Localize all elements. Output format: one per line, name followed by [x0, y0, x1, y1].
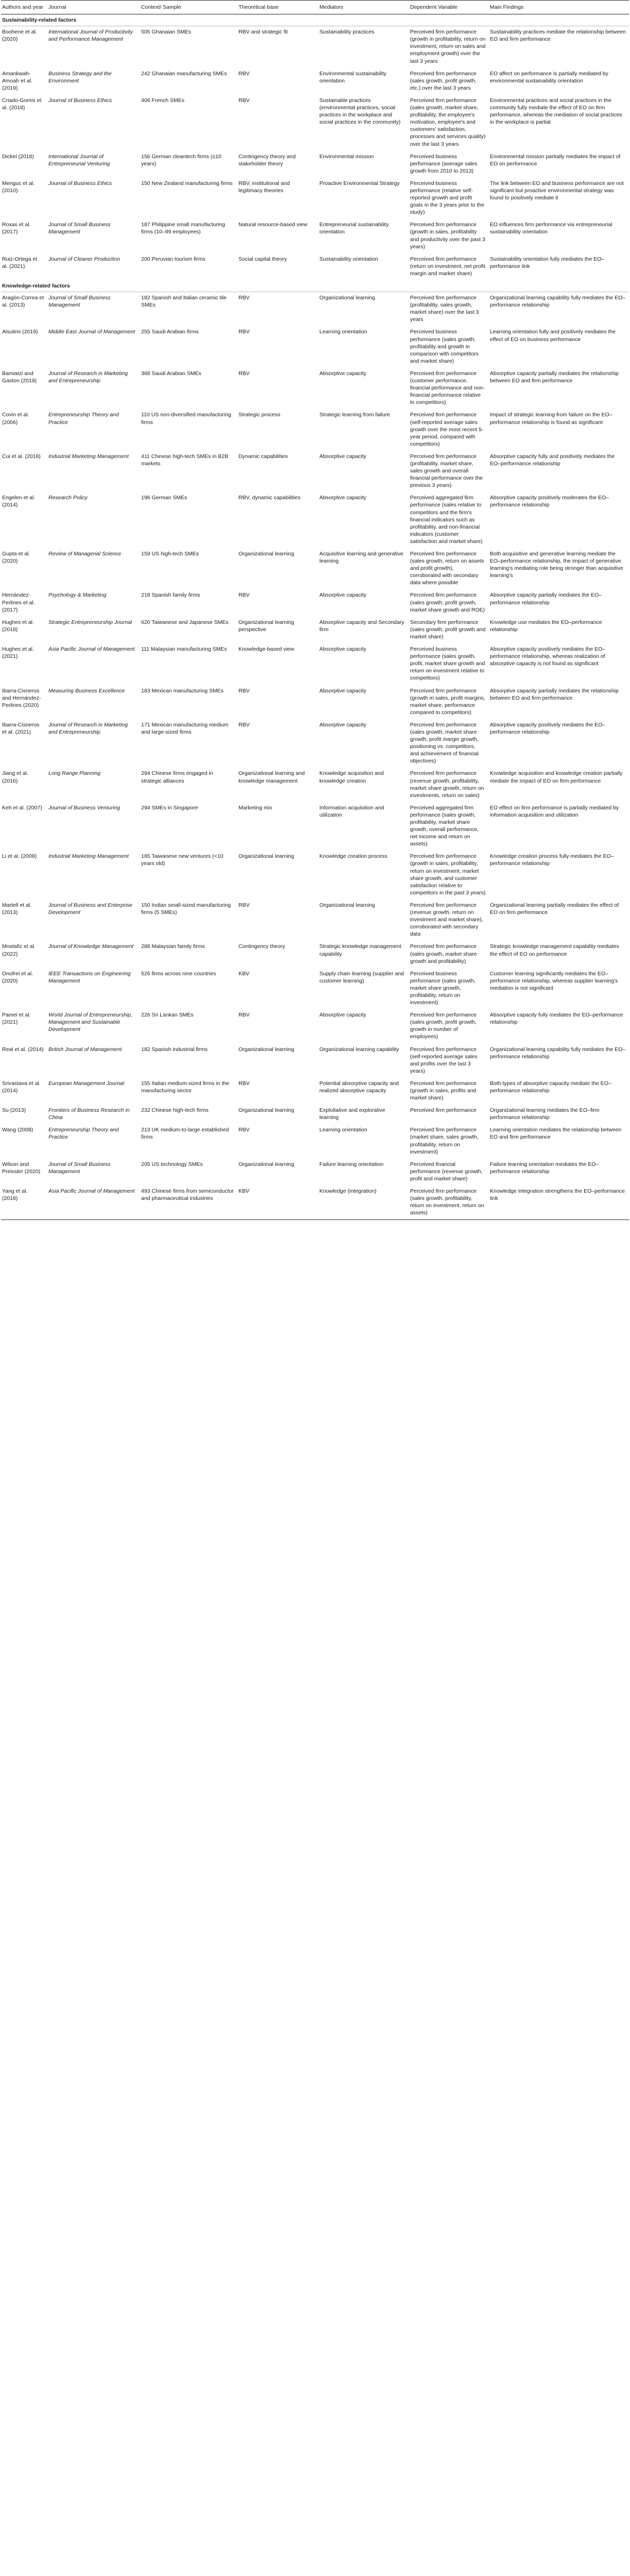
cell-dependent-variable: Perceived firm performance (sales growth, profitability, return on investment, return on assets) [409, 1185, 489, 1220]
cell-dependent-variable: Perceived firm performance (sales growth, market share growth, profit margin growth, positioning vs. competitors, and achievement of financial objectives) [410, 721, 479, 765]
cell-theoretical-base: RBV [239, 70, 250, 77]
table-row [1, 95, 629, 151]
cell-main-findings: Organizational learning capability fully mediates the EO–performance relationship [490, 295, 626, 309]
table-row [1, 451, 629, 492]
cell-theoretical-base: Organizational learning [239, 551, 294, 557]
cell-authors: Ruiz-Ortega et al. (2021) [2, 256, 38, 269]
cell-mediators: Learning orientation [319, 329, 367, 335]
cell-dependent-variable: Perceived aggregated firm performance (sales growth, profitability, market share growth, overall performance, net income and return on assets) [410, 804, 479, 848]
cell-mediators: Absorptive capacity [319, 495, 367, 501]
table-row [1, 617, 629, 643]
cell-dependent-variable: Perceived business performance (sales growth, profit, market share growth and return on investment relative to competitors) [410, 646, 485, 682]
cell-theoretical-base: RBV, institutional and legitimacy theories [239, 180, 290, 194]
cell-journal: Strategic Entrepreneurship Journal [48, 619, 132, 625]
cell-mediators: Absorptive capacity [319, 453, 367, 460]
header-row [1, 1, 629, 14]
cell-context-sample: 156 German cleantech firms (≤10 years) [141, 153, 222, 167]
cell-authors: Keh et al. (2007) [2, 804, 42, 811]
table-row [1, 802, 629, 851]
cell-journal: Journal of Research in Marketing and Entrepreneurship [48, 721, 128, 735]
cell-authors: Cui et al. (2018) [2, 453, 41, 460]
table-row [1, 292, 629, 327]
cell-main-findings: Sustainability practices mediate the relationship between EO and firm performance [490, 29, 626, 43]
cell-main-findings: Strategic knowledge management capability mediates the effect of EO on performance [490, 943, 619, 957]
section-title: Knowledge-related factors [1, 280, 629, 292]
cell-dependent-variable: Perceived firm performance (profitability, sales growth, market share) over the last 3 years [410, 295, 479, 323]
cell-authors: Hernández-Perlines et al. (2017) [2, 592, 35, 613]
cell-main-findings: Absorptive capacity positively moderates the EO–performance relationship [490, 495, 609, 509]
cell-main-findings: Organizational learning partially mediates the effect of EO on firm performance [490, 902, 619, 916]
cell-mediators: Learning orientation [319, 1127, 367, 1133]
cell-authors: Mostafiz et al. (2022) [2, 943, 36, 957]
cell-theoretical-base: Organizational learning perspective [239, 619, 294, 633]
cell-journal: Journal of Small Business Management [48, 222, 111, 235]
cell-dependent-variable: Perceived business performance (sales growth, profitability and growth in comparison with competitors and market share) [410, 329, 479, 364]
cell-journal: World Journal of Entrepreneurship, Management and Sustainable Development [48, 1012, 132, 1033]
table-row [1, 685, 629, 719]
cell-mediators: Environmental mission [319, 153, 374, 160]
table-row [1, 643, 629, 685]
cell-theoretical-base: KBV [237, 1185, 318, 1220]
cell-mediators: Strategic learning from failure [319, 412, 390, 418]
cell-main-findings: Sustainability orientation fully mediates the EO–performance link [490, 256, 605, 269]
table-row [1, 68, 629, 95]
table-row [1, 1078, 629, 1105]
cell-journal: Industrial Marketing Management [48, 453, 129, 460]
table-row [1, 326, 629, 367]
table-row [1, 851, 629, 900]
cell-dependent-variable: Perceived firm performance (sales growth, profit growth, market share growth and ROE) [410, 592, 485, 613]
cell-journal: Psychology & Marketing [48, 592, 107, 599]
cell-mediators: Knowledge creation process [319, 853, 387, 860]
cell-theoretical-base: RBV [239, 97, 250, 104]
cell-context-sample: 242 Ghanaian manufacturing SMEs [141, 70, 227, 77]
cell-journal: IEEE Transactions on Engineering Management [48, 970, 131, 984]
cell-context-sample: 526 firms across nine countries [141, 970, 216, 977]
cell-dependent-variable: Perceived firm performance (growth in sales, profitability and productivity over the past 3 years) [410, 222, 485, 250]
cell-journal: Journal of Business Venturing [48, 804, 121, 811]
cell-context-sample: 200 Peruvian tourism firms [141, 256, 206, 262]
cell-dependent-variable: Perceived firm performance (sales growth, return on assets and profit growth), corroborated with secondary data where possible [410, 551, 484, 586]
table-row [1, 1124, 629, 1158]
cell-authors: Onofrei et al. (2020) [2, 970, 33, 984]
cell-journal: Journal of Business Ethics [48, 97, 112, 104]
cell-authors: Alsulimi (2019) [2, 329, 38, 335]
cell-theoretical-base: Marketing mix [239, 804, 273, 811]
cell-mediators: Sustainable practices (environmental practices, social practices in the workplace and social practices in the community) [319, 97, 401, 126]
cell-authors: Engelen et al. (2014) [2, 495, 36, 509]
section-row [1, 280, 629, 292]
cell-context-sample: 196 German SMEs [141, 495, 188, 501]
cell-dependent-variable: Perceived firm performance (profitability, market share, sales growth and overall financial performance over the previous 3 years) [410, 453, 483, 489]
cell-authors: Bamiatzi and Gaston (2019) [2, 370, 37, 384]
cell-context-sample: 182 Spanish industrial firms [141, 1046, 208, 1053]
cell-mediators: Environmental sustainability orientation [319, 70, 387, 84]
cell-dependent-variable: Perceived firm performance (sales growth, profit growth, etc.) over the last 3 years [410, 70, 476, 91]
cell-mediators: Exploitative and explorative learning [319, 1107, 385, 1121]
cell-authors: Boohene et al. (2020) [2, 29, 37, 43]
cell-context-sample: 155 Italian medium-sized firms in the manufacturing sector [141, 1080, 229, 1094]
table-row [1, 1105, 629, 1124]
cell-mediators: Organizational learning [319, 902, 375, 908]
cell-context-sample: 226 Sri Lankan SMEs [141, 1012, 194, 1019]
cell-main-findings: The link between EO and business performance are not significant but proactive environmental strategy was found to positively mediate it [490, 180, 624, 201]
cell-context-sample: 232 Chinese high-tech firms [141, 1107, 209, 1114]
cell-context-sample: 165 Taiwanese new ventures (<10 years old) [141, 853, 224, 867]
table-row [1, 409, 629, 450]
cell-authors: Aragón-Correa et al. (2013) [2, 295, 44, 309]
cell-mediators: Organizational learning capability [319, 1046, 399, 1053]
cell-main-findings: Absorptive capacity fully and positively mediates the EO–performance relationship [490, 453, 615, 467]
cell-journal: Asia Pacific Journal of Management [48, 646, 135, 653]
cell-authors: Pamei et al. (2021) [2, 1012, 31, 1026]
cell-authors: Martell et al. (2013) [2, 902, 32, 916]
cell-main-findings: Failure learning orientation mediates the EO–performance relationship [490, 1161, 599, 1175]
cell-journal: Measuring Business Excellence [48, 687, 125, 694]
table-body [1, 14, 629, 1220]
cell-journal: Journal of Business Ethics [48, 180, 112, 187]
cell-authors: Criado-Gomis et al. (2018) [2, 97, 42, 111]
cell-context-sample: 150 Indian small-sized manufacturing firms (5 SMEs) [141, 902, 231, 916]
header-authors: Authors and year [1, 1, 47, 14]
cell-theoretical-base: Organizational learning [239, 853, 294, 860]
cell-context-sample: 205 US technology SMEs [141, 1161, 203, 1167]
cell-dependent-variable: Perceived firm performance (return on investment, net profit margin and market share) [410, 256, 485, 277]
cell-theoretical-base: RBV [239, 902, 250, 908]
cell-mediators: Potential absorptive capacity and realized absorptive capacity [319, 1080, 399, 1094]
cell-main-findings: Learning orientation fully and positively mediates the effect of EO on business performance [490, 329, 616, 343]
cell-dependent-variable: Perceived firm performance (growth in sales, profit margins, market share, performance compared to competitors) [410, 687, 485, 716]
cell-main-findings: Customer learning significantly mediates the EO–performance relationship, whereas supplier learning's mediation is not significant [490, 970, 618, 991]
cell-main-findings: Both types of absorptive capacity mediate the EO–performance relationship [490, 1080, 611, 1094]
cell-journal: Middle East Journal of Management [48, 329, 135, 335]
cell-journal: Journal of Cleaner Production [48, 256, 120, 262]
table-row [1, 1185, 629, 1220]
cell-context-sample: 110 US non-diversified manufacturing firms [141, 412, 231, 426]
cell-context-sample: 183 Mexican manufacturing SMEs [141, 687, 224, 694]
cell-dependent-variable: Perceived firm performance (sales growth, market share growth and profitability) [410, 943, 477, 964]
cell-authors: Su (2013) [2, 1107, 26, 1114]
cell-mediators: Entrepreneurial sustainability orientation [319, 222, 389, 235]
cell-theoretical-base: Contingency theory [239, 943, 285, 950]
header-theoretical-base: Theoretical base [237, 1, 318, 14]
cell-context-sample: 411 Chinese high-tech SMEs in B2B markets [141, 453, 229, 467]
cell-main-findings: Absorptive capacity partially mediates the EO–performance relationship [490, 592, 602, 606]
cell-authors: Gupta et al. (2020) [2, 551, 30, 565]
cell-dependent-variable: Perceived firm performance (growth in profitability, return on investment, return on sales and employment growth) over the last 3 years [410, 29, 486, 64]
cell-theoretical-base: RBV [239, 721, 250, 728]
cell-authors: Real et al. (2014) [2, 1046, 44, 1053]
cell-context-sample: 150 New Zealand manufacturing firms [141, 180, 233, 187]
cell-mediators: Failure learning orientation [319, 1161, 384, 1167]
header-main-findings: Main Findings [489, 1, 629, 14]
cell-theoretical-base: RBV [239, 295, 250, 301]
cell-main-findings: Environmental mission partially mediates the impact of EO on performance [490, 153, 621, 167]
cell-context-sample: 493 Chinese firms from semiconductor and pharmaceutical industries [140, 1185, 237, 1220]
cell-mediators: Absorptive capacity [319, 592, 367, 599]
cell-theoretical-base: Contingency theory and stakeholder theory [239, 153, 296, 167]
section-title: Sustainability-related factors [1, 14, 629, 26]
cell-theoretical-base: KBV [239, 970, 250, 977]
cell-mediators: Absorptive capacity [319, 646, 367, 653]
cell-main-findings: Absorptive capacity positively mediates the EO–performance relationship [490, 721, 606, 735]
cell-theoretical-base: RBV [239, 329, 250, 335]
cell-authors: Srivastava et al. (2014) [2, 1080, 41, 1094]
cell-journal: Research Policy [48, 495, 88, 501]
cell-main-findings: Impact of strategic learning from failure on the EO–performance relationship is found as significant [490, 412, 612, 426]
header-dependent-variable: Dependent Variable [409, 1, 489, 14]
cell-authors: Wilson and Preissler (2020) [2, 1161, 41, 1175]
cell-main-findings: Both acquisitive and generative learning mediate the EO–performance relationship, the impact of generative learning's mediating role being stronger than acquisitive learning's [490, 551, 623, 579]
cell-authors: Covin et al. (2006) [2, 412, 29, 426]
cell-journal: Entrepreneurship Theory and Practice [48, 412, 119, 426]
cell-authors: Roxas et al. (2017) [2, 222, 31, 235]
table-row [1, 1044, 629, 1078]
cell-main-findings: Learning orientation mediates the relationship between EO and firm performance [490, 1127, 622, 1141]
cell-theoretical-base: RBV, dynamic capabilities [239, 495, 301, 501]
table-row [1, 26, 629, 68]
cell-context-sample: 182 Spanish and Italian ceramic tile SMEs [141, 295, 227, 309]
cell-theoretical-base: Organizational learning [239, 1046, 294, 1053]
cell-mediators: Strategic knowledge management capability [319, 943, 401, 957]
cell-dependent-variable: Perceived firm performance (revenue growth, return on investment and market share), corroborated with secondary data [410, 902, 483, 938]
cell-context-sample: 213 UK medium-to-large established firms [141, 1127, 229, 1141]
cell-mediators: Sustainability orientation [319, 256, 378, 262]
cell-mediators: Absorptive capacity [319, 370, 367, 377]
cell-dependent-variable: Perceived business performance (relative self-reported growth and profit goals in the 3 years prior to the study) [410, 180, 485, 216]
cell-authors: Wang (2008) [2, 1127, 33, 1133]
cell-dependent-variable: Perceived firm performance (growth in sales, profitability, return on investment, market share growth, and customer satisfaction relative to competitors in the past 3 years) [410, 853, 486, 896]
cell-context-sample: 187 Philippine small manufacturing firms (10–99 employees) [141, 222, 225, 235]
header-context-sample: Context/ Sample [140, 1, 237, 14]
table-row [1, 941, 629, 968]
table-row [1, 178, 629, 219]
cell-main-findings: EO influences firm performance via entrepreneurial sustainability orientation [490, 222, 612, 235]
cell-context-sample: 171 Mexican manufacturing medium and large-sized firms [141, 721, 229, 735]
cell-theoretical-base: RBV [239, 1127, 250, 1133]
cell-main-findings: Absorptive capacity partially mediates the relationship between EO and firm performance [490, 687, 619, 701]
table-header [1, 1, 629, 14]
cell-theoretical-base: Social capital theory [239, 256, 287, 262]
cell-context-sample: 368 Saudi Arabian SMEs [141, 370, 201, 377]
cell-mediators: Acquisitive learning and generative learning [319, 551, 403, 565]
cell-dependent-variable: Perceived firm performance (market share, sales growth, profitability, return on investment) [410, 1127, 479, 1155]
table-row [1, 492, 629, 548]
cell-journal: Review of Managerial Science [48, 551, 122, 557]
cell-main-findings: Environmental practices and social practices in the community fully mediate the effect of EO on firm performance, whereas the mediation of social practices in the workplace is partial [490, 97, 622, 126]
cell-context-sample: 505 Ghanaian SMEs [141, 29, 191, 36]
cell-theoretical-base: RBV [239, 1012, 250, 1019]
cell-main-findings: EO affect on performance is partially mediated by environmental sustainability orientation [490, 70, 608, 84]
cell-mediators: Knowledge (integration) [318, 1185, 409, 1220]
cell-theoretical-base: RBV and strategic fit [239, 29, 288, 36]
cell-dependent-variable: Perceived firm performance (revenue growth, profitability, market share growth, return on investments, return on sales) [410, 770, 484, 799]
cell-theoretical-base: Organizational learning [239, 1107, 294, 1114]
cell-journal: Journal of Small Business Management [48, 1161, 111, 1175]
table-row [1, 219, 629, 253]
cell-dependent-variable: Perceived firm performance [410, 1107, 476, 1114]
cell-theoretical-base: RBV [239, 1080, 250, 1087]
cell-theoretical-base: RBV [239, 687, 250, 694]
header-journal: Journal [47, 1, 140, 14]
table-row [1, 1159, 629, 1185]
cell-main-findings: Knowledge creation process fully mediates the EO–performance relationship [490, 853, 614, 867]
cell-context-sample: 406 French SMEs [141, 97, 185, 104]
cell-context-sample: 111 Malaysian manufacturing SMEs [141, 646, 227, 653]
cell-context-sample: 294 SMEs in Singapore [141, 804, 198, 811]
cell-dependent-variable: Perceived aggregated firm performance (sales relative to competitors and the firm's financial indicators such as profitability, and non-financial indicators (customer satisfaction and market share) [410, 495, 483, 545]
cell-mediators: Knowledge acquisition and knowledge creation [319, 770, 384, 784]
table-row [1, 548, 629, 589]
cell-authors: Jiang et al. (2016) [2, 770, 28, 784]
cell-context-sample: 294 Chinese firms engaged in strategic alliances [141, 770, 213, 784]
cell-authors: Amankwah-Amoah et al. (2019) [2, 70, 32, 91]
cell-main-findings: Absorptive capacity positively mediates the EO–performance relationship, whereas realization of absorptive capacity is not found as significant [490, 646, 606, 667]
cell-dependent-variable: Perceived firm performance (growth in sales, profits and market share) [410, 1080, 476, 1101]
cell-dependent-variable: Secondary firm performance (sales growth, profit growth and market share) [410, 619, 486, 640]
cell-dependent-variable: Perceived business performance (average sales growth from 2010 to 2013) [410, 153, 478, 174]
table-row [1, 253, 629, 280]
cell-authors: Hughes et al. (2018) [2, 619, 34, 633]
cell-dependent-variable: Perceived business performance (sales growth, market share growth, profitability, return on investment) [410, 970, 476, 1006]
cell-authors: Ibarra-Cisneros and Hernández-Perlines (2020) [2, 687, 41, 708]
cell-theoretical-base: RBV [239, 370, 250, 377]
cell-journal: Asia Pacific Journal of Management [47, 1185, 140, 1220]
cell-main-findings: Knowledge integration strengthens the EO–performance link [489, 1185, 629, 1220]
cell-mediators: Proactive Environmental Strategy [319, 180, 400, 187]
cell-dependent-variable: Perceived firm performance (sales growth, market share, profitability, the employee's motivation, employee's and customers' satisfaction, processes and services quality) over the last 3 years [410, 97, 486, 147]
cell-main-findings: Organizational learning capability fully mediates the EO–performance relationship [490, 1046, 626, 1060]
cell-context-sample: 218 Spanish family firms [141, 592, 200, 599]
cell-dependent-variable: Perceived firm performance (self-reported average sales and profits over the last 3 years) [410, 1046, 478, 1074]
section-row [1, 14, 629, 26]
cell-mediators: Sustainability practices [319, 29, 374, 36]
cell-context-sample: 255 Saudi Arabian firms [141, 329, 199, 335]
cell-journal: Frontiers of Business Research in China [48, 1107, 130, 1121]
cell-journal: Journal of Small Business Management [48, 295, 111, 309]
cell-context-sample: 288 Malaysian family firms [141, 943, 205, 950]
cell-theoretical-base: Strategic process [239, 412, 281, 418]
cell-authors: Li et al. (2009) [2, 853, 37, 860]
cell-journal: Industrial Marketing Management [48, 853, 129, 860]
cell-journal: International Journal of Productivity and Performance Management [48, 29, 133, 43]
cell-authors: Hughes et al. (2021) [2, 646, 34, 660]
cell-dependent-variable: Perceived financial performance (revenue growth, profit and market share) [410, 1161, 483, 1182]
cell-theoretical-base: Knowledge-based view [239, 646, 294, 653]
cell-journal: Entrepreneurship Theory and Practice [48, 1127, 119, 1141]
cell-mediators: Supply chain learning (supplier and customer learning) [319, 970, 404, 984]
cell-main-findings: Absorptive capacity partially mediates the relationship between EO and firm performance [490, 370, 619, 384]
cell-dependent-variable: Perceived firm performance (customer performance, financial performance and non-financial performance relative to competitors) [410, 370, 485, 406]
cell-authors: Ibarra-Cisneros et al. (2021) [2, 721, 40, 735]
cell-authors: Yang et al. (2018) [1, 1185, 47, 1220]
cell-theoretical-base: Organizational learning [239, 1161, 294, 1167]
table-row [1, 368, 629, 409]
cell-dependent-variable: Perceived firm performance (sales growth, profit growth, growth in number of employees) [410, 1012, 476, 1040]
cell-dependent-variable: Perceived firm performance (self-reported average sales growth over the most recent 5-year period, compared with competitors) [410, 412, 484, 447]
cell-journal: Long Range Planning [48, 770, 101, 777]
table-row [1, 768, 629, 802]
cell-mediators: Absorptive capacity [319, 721, 367, 728]
cell-main-findings: Knowledge use mediates the EO–performance relationship [490, 619, 602, 633]
cell-mediators: Organizational learning [319, 295, 375, 301]
cell-theoretical-base: Natural resource-based view [239, 222, 308, 228]
cell-journal: Journal of Business and Enterprise Development [48, 902, 132, 916]
table-row [1, 968, 629, 1009]
literature-review-table [1, 0, 629, 1220]
cell-journal: International Journal of Entrepreneurial Venturing [48, 153, 110, 167]
cell-main-findings: Organizational learning mediates the EO–firm performance relationship [490, 1107, 600, 1121]
table-row [1, 1009, 629, 1043]
cell-theoretical-base: RBV [239, 592, 250, 599]
cell-mediators: Absorptive capacity [319, 687, 367, 694]
cell-mediators: Absorptive capacity and Secondary firm [319, 619, 404, 633]
cell-journal: Journal of Research in Marketing and Entrepreneurship [48, 370, 128, 384]
cell-main-findings: Knowledge acquisition and knowledge creation partially mediate the impact of EO on firm performance [490, 770, 623, 784]
cell-mediators: Information acquisition and utilization [319, 804, 384, 818]
cell-theoretical-base: Dynamic capabilities [239, 453, 288, 460]
cell-journal: British Journal of Management [48, 1046, 122, 1053]
table-row [1, 589, 629, 616]
cell-main-findings: Absorptive capacity fully mediates the EO–performance relationship [490, 1012, 623, 1026]
table-row [1, 719, 629, 768]
cell-main-findings: EO effect on firm performance is partially mediated by information acquisition and utilization [490, 804, 619, 818]
cell-authors: Dickel (2018) [2, 153, 34, 160]
cell-journal: Journal of Knowledge Management [48, 943, 134, 950]
cell-journal: European Management Journal [48, 1080, 125, 1087]
cell-mediators: Absorptive capacity [319, 1012, 367, 1019]
cell-context-sample: 620 Taiwanese and Japanese SMEs [141, 619, 229, 625]
table-row [1, 151, 629, 178]
cell-context-sample: 159 US high-tech SMEs [141, 551, 199, 557]
cell-authors: Menguc et al. (2010) [2, 180, 35, 194]
header-mediators: Mediators [318, 1, 409, 14]
cell-journal: Business Strategy and the Environment [48, 70, 112, 84]
cell-theoretical-base: Organizational learning and knowledge management [239, 770, 305, 784]
table-row [1, 900, 629, 941]
